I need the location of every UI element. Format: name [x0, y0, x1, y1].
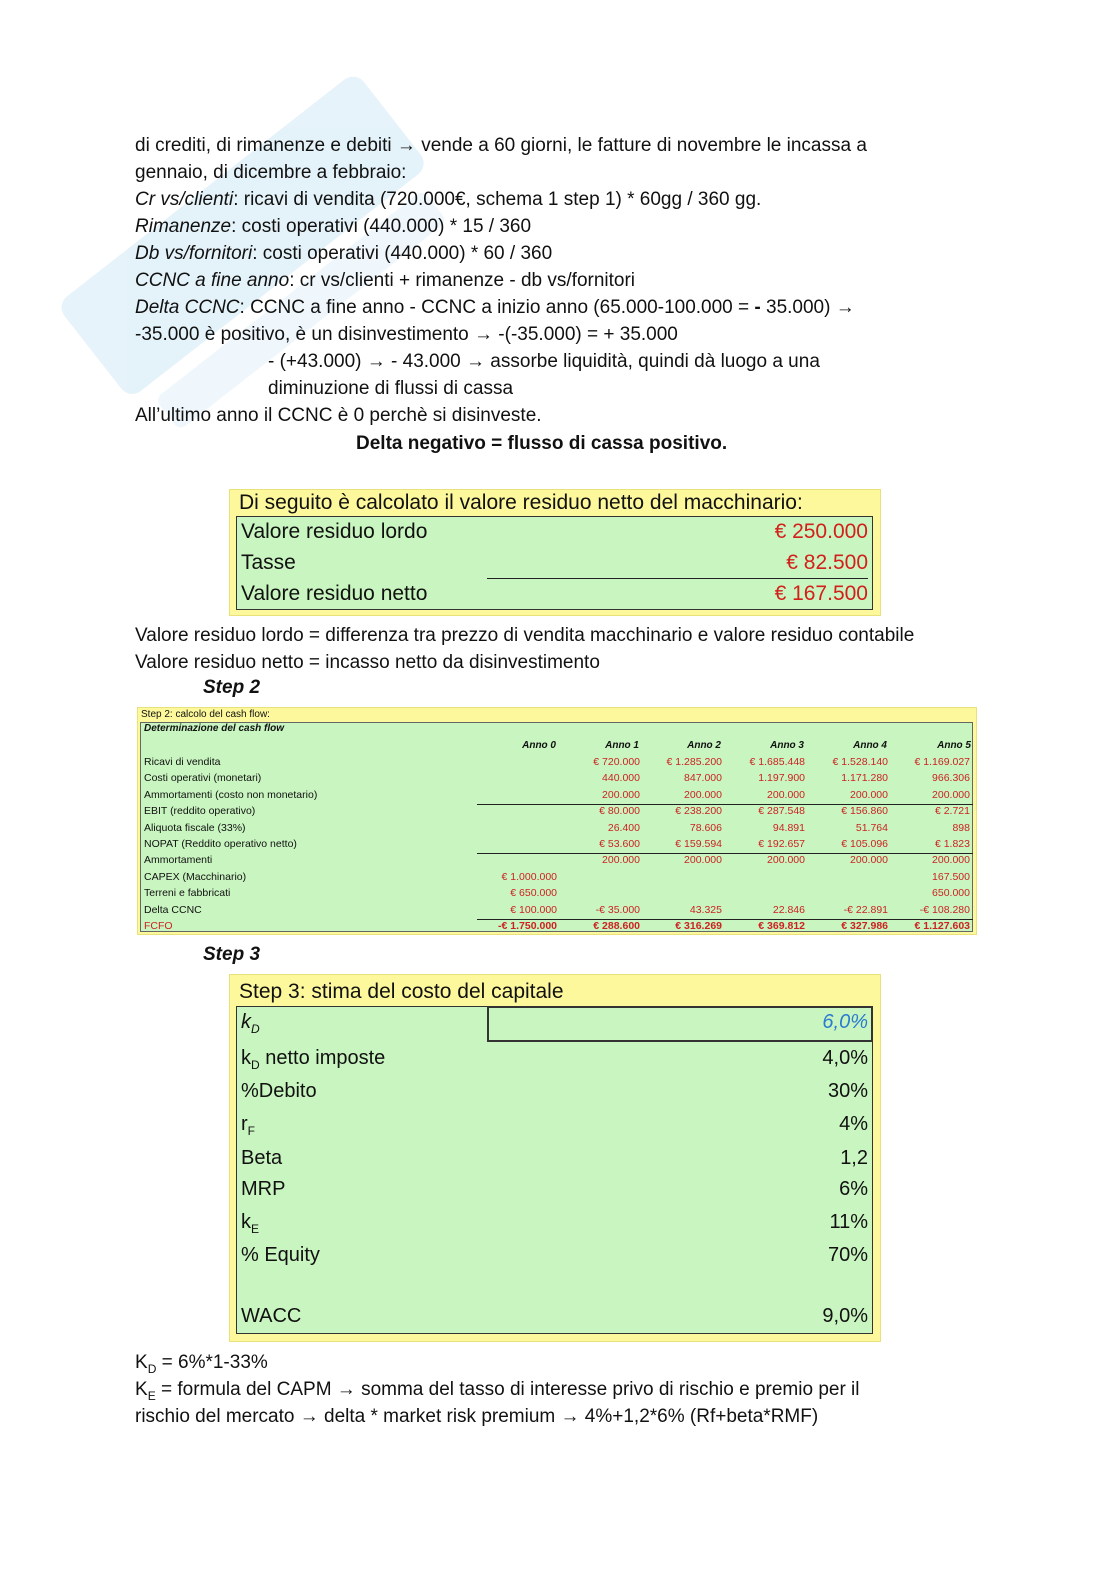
- wacc-label-main: MRP: [241, 1178, 286, 1200]
- cashflow-cell: -€ 1.750.000: [498, 920, 557, 932]
- wacc-row: [237, 1043, 872, 1077]
- cashflow-cell: -€ 35.000: [595, 903, 640, 916]
- residual-value: € 82.500: [786, 551, 868, 574]
- wacc-row: [237, 1207, 872, 1241]
- cashflow-cell: 200.000: [767, 854, 805, 867]
- residual-value-box: [229, 489, 881, 616]
- cashflow-cell: 200.000: [932, 854, 970, 867]
- wacc-label-rest: netto imposte: [259, 1047, 386, 1069]
- cashflow-row-label: CAPEX (Macchinario): [144, 870, 247, 883]
- cashflow-cell: € 1.000.000: [501, 870, 557, 883]
- highlight-statement: Delta negativo = flusso di cassa positivo.: [356, 433, 728, 454]
- cashflow-cell: € 105.096: [841, 838, 888, 850]
- paragraph-line: Valore residuo lordo = differenza tra prezzo di vendita macchinario e valore residuo contabile: [135, 625, 915, 646]
- wacc-label-main: r: [241, 1113, 248, 1135]
- cashflow-cell: 650.000: [932, 887, 970, 900]
- definition: : CCNC a fine anno - CCNC a inizio anno (65.000-100.000 =: [239, 297, 755, 318]
- cashflow-cell: 26.400: [607, 821, 640, 834]
- wacc-label: [241, 1305, 301, 1328]
- cashflow-cell: 966.306: [932, 772, 970, 785]
- wacc-label-main: %Debito: [241, 1080, 317, 1102]
- wacc-value: 9,0%: [822, 1305, 868, 1327]
- cashflow-title: Step 2: calcolo del cash flow:: [141, 709, 270, 720]
- paragraph-line: diminuzione di flussi di cassa: [268, 378, 514, 399]
- cashflow-cell: € 238.200: [675, 805, 722, 818]
- cashflow-cell: 440.000: [602, 772, 640, 785]
- cashflow-cell: € 100.000: [510, 903, 557, 916]
- wacc-label: [241, 1113, 255, 1138]
- table-divider: [477, 919, 973, 920]
- term: Cr vs/clienti: [135, 189, 234, 210]
- cashflow-cell: € 1.169.027: [914, 756, 970, 768]
- wacc-label-main: Beta: [241, 1147, 283, 1169]
- cashflow-cell: € 2.721: [934, 805, 970, 818]
- cashflow-cell: 200.000: [850, 854, 888, 867]
- ke-subscript: E: [147, 1388, 156, 1403]
- cashflow-cell: € 156.860: [841, 805, 888, 818]
- cashflow-table: [140, 722, 973, 932]
- cashflow-cell: 898: [952, 821, 970, 834]
- year-header: Anno 5: [937, 740, 971, 751]
- wacc-label-sub: F: [247, 1124, 256, 1138]
- wacc-label-main: k: [241, 1011, 251, 1033]
- cashflow-cell: 94.891: [772, 821, 805, 834]
- cashflow-cell: € 1.685.448: [749, 756, 805, 768]
- residual-label: Valore residuo netto: [241, 582, 428, 605]
- paragraph-line: -35.000 è positivo, è un disinvestimento → -(-35.000) = + 35.000: [135, 324, 678, 345]
- year-header: Anno 1: [605, 740, 639, 751]
- cashflow-row-label: Aliquota fiscale (33%): [144, 821, 246, 834]
- term: Delta CCNC: [135, 297, 240, 318]
- wacc-row: [237, 1174, 872, 1208]
- residual-table: [236, 516, 873, 610]
- cashflow-cell: € 1.528.140: [832, 756, 888, 768]
- definition: 35.000) →: [760, 297, 855, 318]
- wacc-label: [241, 1211, 259, 1236]
- definition: : costi operativi (440.000) * 60 / 360: [252, 243, 553, 264]
- cashflow-cell: 847.000: [684, 772, 722, 785]
- cashflow-cell: 43.325: [689, 903, 722, 916]
- cashflow-cell: -€ 108.280: [919, 903, 970, 916]
- cashflow-box: [137, 707, 977, 935]
- ke-expression: = formula del CAPM → somma del tasso di interesse privo di rischio e premio per il: [155, 1379, 860, 1400]
- wacc-label: [241, 1080, 317, 1103]
- paragraph-line: rischio del mercato → delta * market risk premium → 4%+1,2*6% (Rf+beta*RMF): [135, 1406, 819, 1427]
- cashflow-row-label: Ammortamenti (costo non monetario): [144, 788, 318, 801]
- residual-row: [237, 517, 872, 548]
- cashflow-cell: € 369.812: [758, 920, 805, 932]
- wacc-row: [237, 1076, 872, 1110]
- wacc-value: 4%: [839, 1113, 868, 1135]
- paragraph-line: [135, 267, 635, 294]
- cashflow-cell: 200.000: [850, 788, 888, 801]
- wacc-label-sub: D: [251, 1058, 260, 1072]
- paragraph-line: [135, 294, 855, 321]
- cashflow-cell: € 80.000: [599, 805, 640, 818]
- wacc-value: 6,0%: [822, 1011, 868, 1033]
- cashflow-cell: -€ 22.891: [843, 903, 888, 916]
- wacc-label: [241, 1147, 282, 1170]
- paragraph-line: [135, 213, 531, 240]
- wacc-box: [229, 974, 881, 1342]
- cashflow-cell: € 1.823: [934, 838, 970, 850]
- cashflow-row-label: EBIT (reddito operativo): [144, 805, 256, 818]
- cashflow-cell: € 159.594: [675, 838, 722, 850]
- cashflow-cell: 1.197.900: [758, 772, 805, 785]
- paragraph-line: [135, 240, 552, 267]
- cashflow-subtitle: Determinazione del cash flow: [144, 723, 285, 734]
- wacc-label: [241, 1011, 260, 1036]
- paragraph-line: All’ultimo anno il CCNC è 0 perchè si disinveste.: [135, 405, 542, 426]
- cashflow-cell: 22.846: [772, 903, 805, 916]
- cashflow-row-label: Costi operativi (monetari): [144, 772, 262, 785]
- wacc-row: [237, 1109, 872, 1143]
- wacc-row: [237, 1143, 872, 1177]
- wacc-value: 1,2: [840, 1147, 868, 1169]
- step-3-heading: Step 3: [203, 944, 261, 965]
- cashflow-cell: € 53.600: [599, 838, 640, 850]
- cashflow-row-label: Delta CCNC: [144, 903, 202, 916]
- paragraph-line: gennaio, di dicembre a febbraio:: [135, 162, 407, 183]
- cashflow-row-label: Ricavi di vendita: [144, 756, 221, 768]
- residual-title: Di seguito è calcolato il valore residuo netto del macchinario:: [239, 491, 803, 514]
- cashflow-cell: 200.000: [602, 854, 640, 867]
- paragraph-line: [135, 186, 761, 213]
- wacc-label: [241, 1178, 285, 1201]
- kd-symbol: K: [135, 1352, 148, 1373]
- cashflow-cell: € 288.600: [593, 920, 640, 932]
- step-2-heading: Step 2: [203, 677, 261, 698]
- wacc-row: [237, 1301, 872, 1335]
- definition: : ricavi di vendita (720.000€, schema 1 step 1) * 60gg / 360 gg.: [233, 189, 762, 210]
- wacc-label-main: k: [241, 1047, 251, 1069]
- wacc-value: 11%: [829, 1211, 868, 1233]
- wacc-value: 30%: [827, 1080, 868, 1102]
- wacc-value: 6%: [839, 1178, 868, 1200]
- wacc-row: [237, 1240, 872, 1274]
- wacc-label-main: k: [241, 1211, 251, 1233]
- table-divider: [477, 804, 973, 805]
- wacc-table: [236, 1006, 873, 1334]
- cashflow-cell: 200.000: [767, 788, 805, 801]
- cashflow-row-label: Terreni e fabbricati: [144, 887, 231, 900]
- wacc-label-main: WACC: [241, 1305, 302, 1327]
- residual-label: Tasse: [241, 551, 296, 574]
- cashflow-row-label: FCFO: [144, 920, 173, 932]
- cashflow-cell: 200.000: [684, 788, 722, 801]
- cashflow-row-label: Ammortamenti: [144, 854, 213, 867]
- cashflow-cell: € 1.285.200: [666, 756, 722, 768]
- residual-value: € 250.000: [774, 520, 868, 543]
- wacc-title: Step 3: stima del costo del capitale: [239, 980, 564, 1003]
- cashflow-cell: € 650.000: [510, 887, 557, 900]
- cashflow-cell: 200.000: [684, 854, 722, 867]
- term: Rimanenze: [135, 216, 232, 237]
- cashflow-cell: 200.000: [602, 788, 640, 801]
- paragraph-line: Valore residuo netto = incasso netto da disinvestimento: [135, 652, 600, 673]
- term: CCNC a fine anno: [135, 270, 290, 291]
- wacc-label: [241, 1047, 385, 1072]
- wacc-row: [237, 1007, 872, 1041]
- cashflow-cell: € 192.657: [758, 838, 805, 850]
- ke-symbol: K: [135, 1379, 148, 1400]
- cashflow-cell: € 1.127.603: [914, 920, 970, 932]
- wacc-label-sub: D: [251, 1022, 260, 1036]
- wacc-label-sub: E: [251, 1222, 260, 1236]
- year-header: Anno 4: [853, 740, 887, 751]
- term: Db vs/fornitori: [135, 243, 253, 264]
- wacc-label: [241, 1244, 320, 1267]
- cashflow-cell: 167.500: [932, 870, 970, 883]
- paragraph-line: di crediti, di rimanenze e debiti → vende a 60 giorni, le fatture di novembre le incassa a: [135, 135, 867, 156]
- minus-sign: -: [754, 297, 761, 318]
- residual-value: € 167.500: [774, 582, 868, 605]
- residual-row: [237, 579, 872, 610]
- year-header: Anno 0: [522, 740, 556, 751]
- residual-row: [237, 548, 872, 579]
- paragraph-line: - (+43.000) → - 43.000 → assorbe liquidità, quindi dà luogo a una: [268, 351, 820, 372]
- definition: : cr vs/clienti + rimanenze - db vs/fornitori: [289, 270, 636, 291]
- cashflow-cell: € 720.000: [593, 756, 640, 768]
- wacc-value: 70%: [827, 1244, 868, 1266]
- year-header: Anno 2: [687, 740, 721, 751]
- cashflow-cell: 78.606: [689, 821, 722, 834]
- cashflow-cell: 200.000: [932, 788, 970, 801]
- cashflow-cell: € 327.986: [841, 920, 888, 932]
- table-divider: [477, 853, 973, 854]
- year-header: Anno 3: [770, 740, 804, 751]
- cashflow-row-label: NOPAT (Reddito operativo netto): [144, 838, 297, 850]
- cashflow-cell: 1.171.280: [841, 772, 888, 785]
- definition: : costi operativi (440.000) * 15 / 360: [231, 216, 532, 237]
- wacc-value: 4,0%: [822, 1047, 868, 1069]
- cashflow-cell: € 316.269: [675, 920, 722, 932]
- cashflow-cell: 51.764: [855, 821, 888, 834]
- wacc-label-main: % Equity: [241, 1244, 320, 1266]
- kd-subscript: D: [147, 1361, 157, 1376]
- cashflow-cell: € 287.548: [758, 805, 805, 818]
- residual-label: Valore residuo lordo: [241, 520, 428, 543]
- kd-expression: = 6%*1-33%: [156, 1352, 268, 1373]
